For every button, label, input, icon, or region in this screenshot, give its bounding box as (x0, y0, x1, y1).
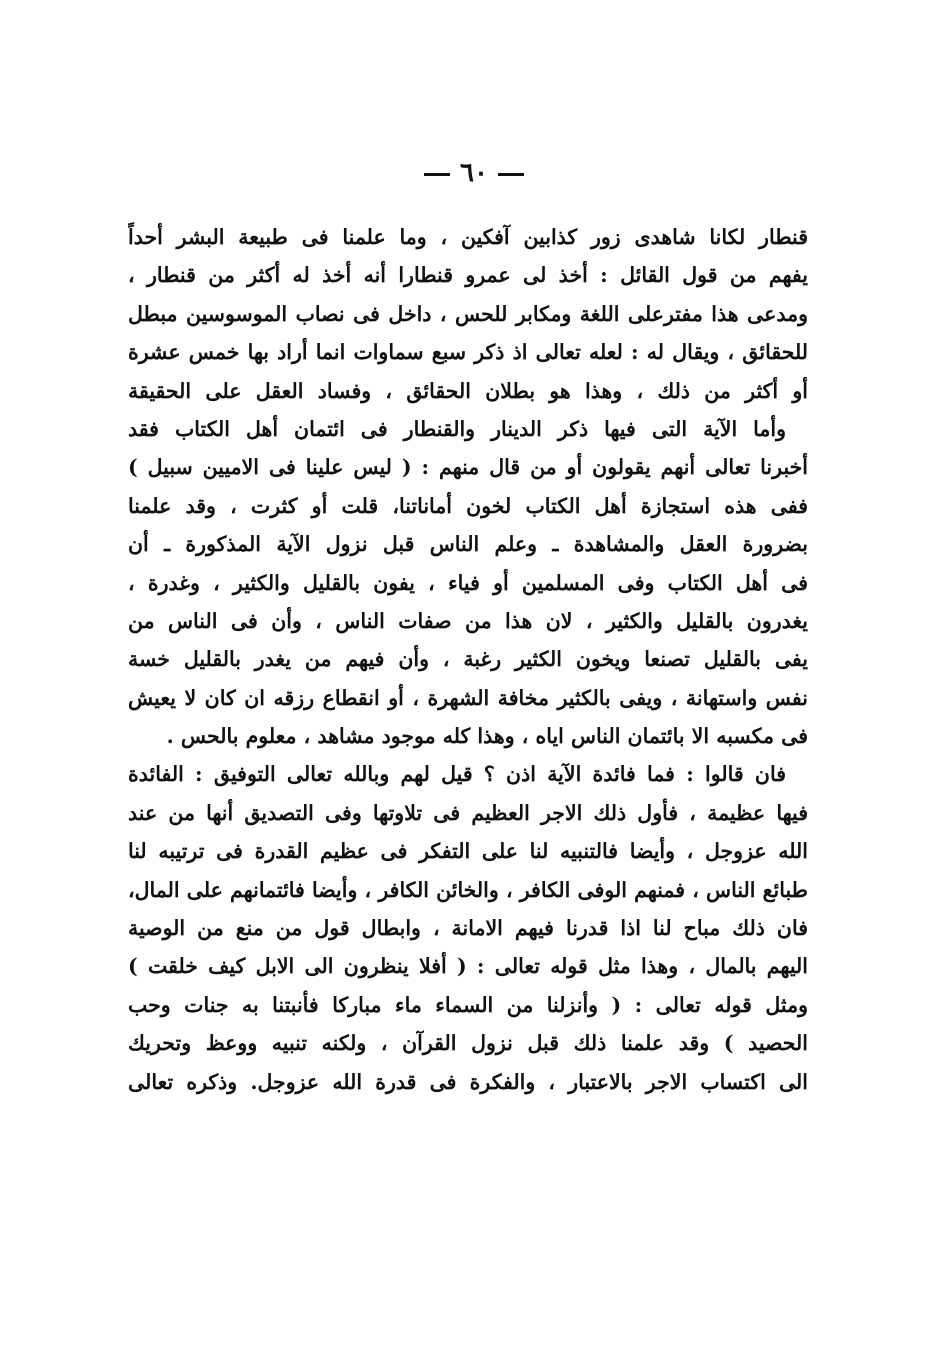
text-line: اليهم بالمال ، وهذا مثل قوله تعالى : ( أفلا ينظرون الى الابل كيف خلقت ) (128, 954, 808, 979)
page-number (0, 158, 948, 188)
text-line: وأما الآية التى فيها ذكر الدينار والقنطار فى ائتمان أهل الكتاب فقد (128, 416, 786, 441)
text-line: قنطار لكانا شاهدى زور كذابين آفكين ، وما علمنا فى طبيعة البشر أحداً (128, 225, 808, 249)
text-line: فى أهل الكتاب وفى المسلمين أو فياء ، يفون بالقليل والكثير ، وغدرة ، (128, 570, 808, 595)
text-line: فى مكسبه الا بائتمان الناس اياه ، وهذا كله موجود مشاهد ، معلوم بالحس . (166, 724, 808, 749)
body-text (128, 218, 808, 1101)
text-line: فان قالوا : فما فائدة الآية اذن ؟ قيل لهم وبالله تعالى التوفيق : الفائدة (128, 762, 786, 787)
text-line: أخبرنا تعالى أنهم يقولون أو من قال منهم : ( ليس علينا فى الاميين سبيل ) (128, 455, 808, 480)
text-line: يغدرون بالقليل والكثير ، لان هذا من صفات الناس ، وأن فى الناس من (128, 608, 808, 633)
text-line: يفى بالقليل تصنعا ويخون الكثير رغبة ، وأن فيهم من يغدر بالقليل خسة (128, 647, 808, 672)
page-number-text: ٦٠ (460, 158, 488, 188)
text-line: طبائع الناس ، فمنهم الوفى الكافر ، والخائن الكافر ، وأيضا فائتمانهم على المال، (128, 877, 808, 902)
text-line: نفس واستهانة ، ويفى بالكثير مخافة الشهرة ، أو انقطاع رزقه ان كان لا يعيش (128, 685, 808, 710)
text-line: فان ذلك مباح لنا اذا قدرنا فيهم الامانة ، وابطال قول من منع من الوصية (128, 916, 808, 941)
text-line: الى اكتساب الاجر بالاعتبار ، والفكرة فى قدرة الله عزوجل. وذكره تعالى (128, 1069, 808, 1094)
text-line: ومثل قوله تعالى : ( وأنزلنا من السماء ماء مباركا فأنبتنا به جنات وحب (128, 992, 808, 1017)
page-number-dash-left (424, 173, 450, 176)
text-line: بضرورة العقل والمشاهدة ـ وعلم الناس قبل نزول الآية المذكورة ـ أن (128, 532, 808, 557)
text-line: للحقائق ، ويقال له : لعله تعالى اذ ذكر سبع سماوات انما أراد بها خمس عشرة (128, 340, 808, 365)
text-line: ومدعى هذا مفترعلى اللغة ومكابر للحس ، داخل فى نصاب الموسوسين مبطل (128, 301, 808, 326)
text-line: يفهم من قول القائل : أخذ لى عمرو قنطارا أنه أخذ له أكثر من قنطار ، (128, 263, 808, 288)
text-line: أو أكثر من ذلك ، وهذا هو بطلان الحقائق ، وفساد العقل على الحقيقة (128, 378, 808, 403)
page-number-dash-right (498, 173, 524, 176)
text-line: فيها عظيمة ، فأول ذلك الاجر العظيم فى تلاوتها وفى التصديق أنها من عند (128, 800, 808, 825)
text-line: الحصيد ) وقد علمنا ذلك قبل نزول القرآن ، ولكنه تنبيه ووعظ وتحريك (128, 1031, 808, 1056)
text-line: الله عزوجل ، وأيضا فالتنبيه لنا على التفكر فى عظيم القدرة فى ترتيبه لنا (128, 839, 808, 864)
text-line: ففى هذه استجازة أهل الكتاب لخون أماناتنا، قلت أو كثرت ، وقد علمنا (128, 493, 808, 518)
